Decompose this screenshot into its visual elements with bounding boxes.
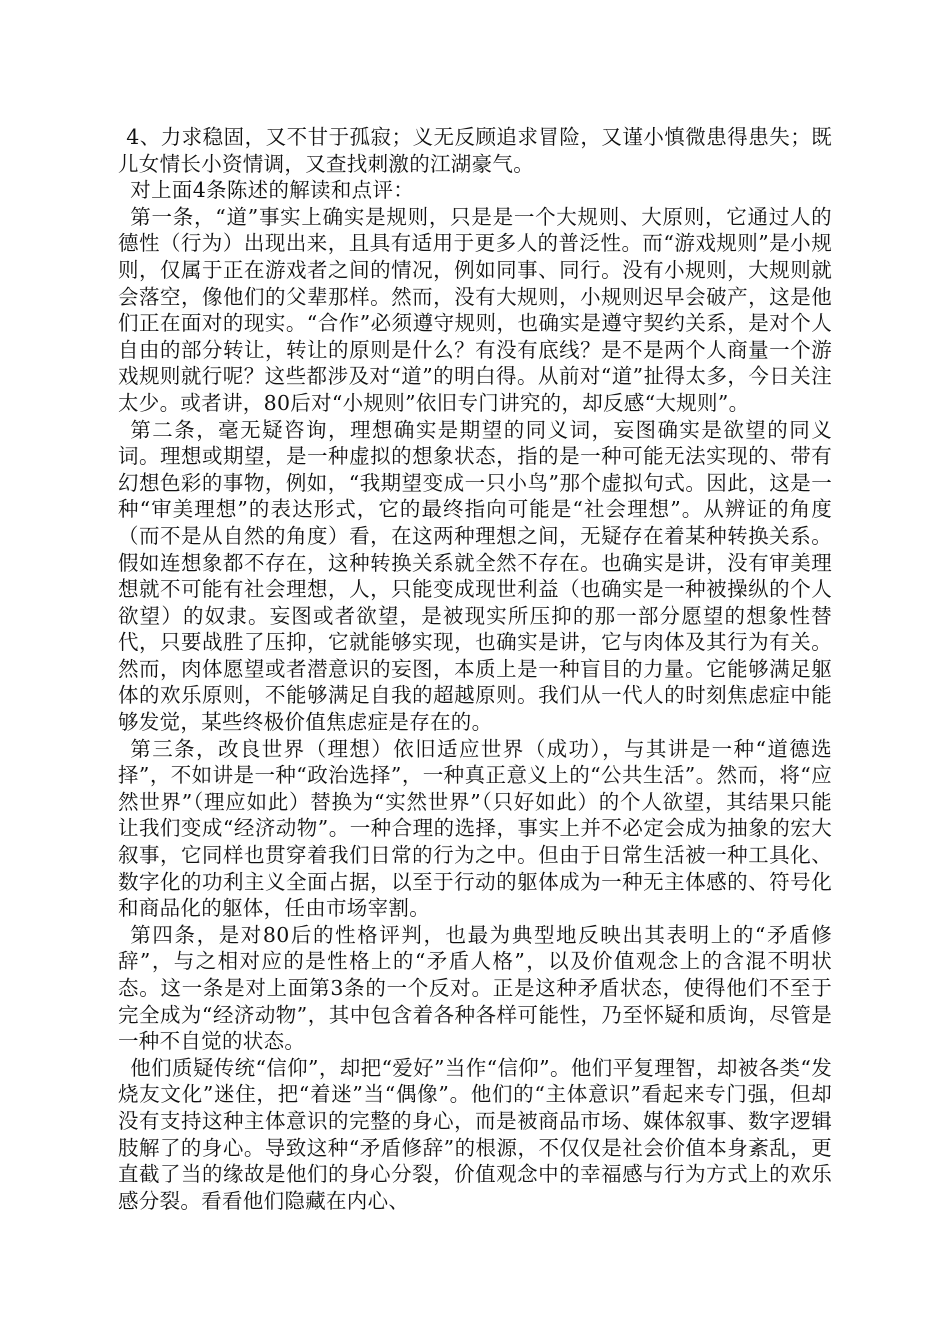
paragraph-intro-commentary: 对上面4条陈述的解读和点评： [130, 178, 415, 203]
paragraph-second-point: 第二条，毫无疑咨询，理想确实是期望的同义词，妄图确实是欲望的同义词。理想或期望，是一种虚拟的想象状态，指的是一种可能无法实现的、带有幻想色彩的事物，例如，“我期望变成一只小鸟”那个虚拟句式。因此，这是一种“审美理想”的表达形式，它的最终指向可能是“社会理想”。从辨证的角度（而不是从自然的角度）看，在这两种理想之间，无疑存在着某种转换关系。假如连想象都不存在，这种转换关系就全然不存在。也确实是讲，没有审美理想就不可能有社会理想，人，只能变成现世利益（也确实是一种被操纵的个人欲望）的奴隶。妄图或者欲望，是被现实所压抑的那一部分愿望的想象性替代，只要战胜了压抑，它就能够实现，也确实是讲，它与肉体及其行为有关。然而，肉体愿望或者潜意识的妄图，本质上是一种盲目的力量。它能够满足躯体的欢乐原则，不能够满足自我的超越原则。我们从一代人的时刻焦虑症中能够发觉，某些终极价值焦虑症是存在的。 [118, 417, 832, 735]
paragraph-item-4: 4、力求稳固，又不甘于孤寂；义无反顾追求冒险，又谨小慎微患得患失；既儿女情长小资情调，又查找刺激的江湖豪气。 [118, 125, 832, 176]
paragraph-third-point: 第三条，改良世界（理想）依旧适应世界（成功），与其讲是一种“道德选择”，不如讲是一种“政治选择”，一种真正意义上的“公共生活”。然而，将“应然世界”（理应如此）替换为“实然世界”（只好如此）的个人欲望，其结果只能让我们变成“经济动物”。一种合理的选择，事实上并不必定会成为抽象的宏大叙事，它同样也贯穿着我们日常的行为之中。但由于日常生活被一种工具化、数字化的功利主义全面占据，以至于行动的躯体成为一种无主体感的、符号化和商品化的躯体，任由市场宰割。 [118, 736, 832, 921]
document-body [118, 124, 832, 1214]
paragraph-fourth-point: 第四条，是对80后的性格评判，也最为典型地反映出其表明上的“矛盾修辞”，与之相对应的是性格上的“矛盾人格”，以及价值观念上的含混不明状态。这一条是对上面第3条的一个反对。正是这种矛盾状态，使得他们不至于完全成为“经济动物”，其中包含着各种各样可能性，乃至怀疑和质询，尽管是一种不自觉的状态。 [118, 922, 832, 1054]
paragraph-conclusion: 他们质疑传统“信仰”，却把“爱好”当作“信仰”。他们平复理智，却被各类“发烧友文化”迷住，把“着迷”当“偶像”。他们的“主体意识”看起来专门强，但却没有支持这种主体意识的完整的身心，而是被商品市场、媒体叙事、数字逻辑肢解了的身心。导致这种“矛盾修辞”的根源，不仅仅是社会价值本身紊乱，更直截了当的缘故是他们的身心分裂，价值观念中的幸福感与行为方式上的欢乐感分裂。看看他们隐藏在内心、 [118, 1055, 832, 1213]
paragraph-first-point: 第一条，“道”事实上确实是规则，只是是一个大规则、大原则，它通过人的德性（行为）出现出来，且具有适用于更多人的普泛性。而“游戏规则”是小规则，仅属于正在游戏者之间的情况，例如同事、同行。没有小规则，大规则就会落空，像他们的父辈那样。然而，没有大规则，小规则迟早会破产，这是他们正在面对的现实。“合作”必须遵守规则，也确实是遵守契约关系，是对个人自由的部分转让，转让的原则是什么？有没有底线？是不是两个人商量一个游戏规则就行呢？这些都涉及对“道”的明白得。从前对“道”扯得太多，今日关注太少。或者讲，80后对“小规则”依旧专门讲究的，却反感“大规则”。 [118, 204, 832, 415]
